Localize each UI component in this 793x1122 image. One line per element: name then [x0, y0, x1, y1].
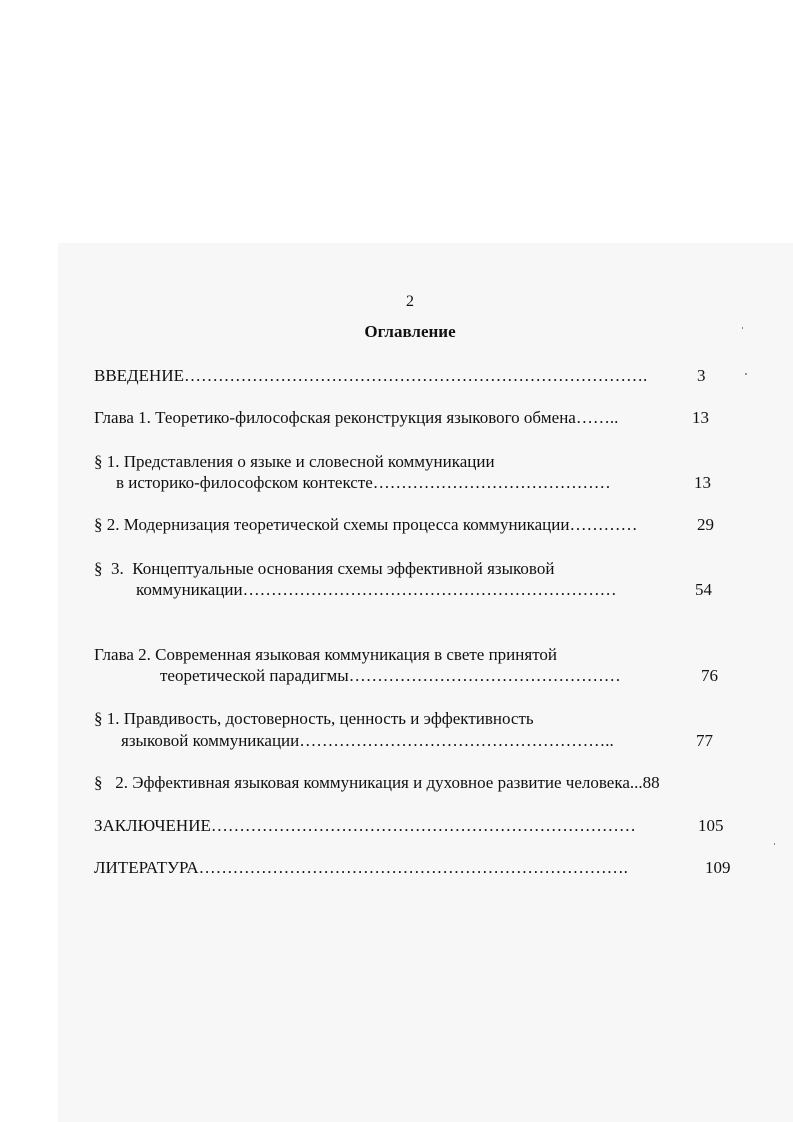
page-title: Оглавление — [364, 322, 456, 341]
toc-chapter-2-line1: Глава 2. Современная языковая коммуникация в свете принятой — [94, 645, 558, 664]
toc-section-1-3-page: 54 — [695, 580, 712, 599]
toc-section-2-2: § 2. Эффективная языковая коммуникация и духовное развитие человека...88 — [94, 773, 660, 792]
toc-section-1-1-page: 13 — [694, 473, 711, 492]
toc-section-1-3-line1: § 3. Концептуальные основания схемы эффективной языковой — [94, 559, 555, 578]
toc-section-2-1-line1: § 1. Правдивость, достоверность, ценность и эффективность — [94, 709, 534, 728]
toc-section-1-1-line1: § 1. Представления о языке и словесной коммуникации — [94, 452, 495, 471]
toc-section-1-2: § 2. Модернизация теоретической схемы процесса коммуникации………… — [94, 515, 638, 534]
toc-chapter-2-page: 76 — [701, 666, 718, 685]
toc-section-1-3-line2: коммуникации………………………………………………………… — [136, 580, 617, 599]
toc-intro-page: 3 — [697, 366, 706, 385]
toc-literature-page: 109 — [705, 858, 731, 877]
toc-section-2-1-page: 77 — [696, 731, 713, 750]
toc-chapter-1-page: 13 — [692, 408, 709, 427]
page-number: 2 — [406, 293, 414, 310]
toc-conclusion: ЗАКЛЮЧЕНИЕ………………………………………………………………… — [94, 816, 636, 835]
scan-speck — [745, 373, 747, 375]
toc-intro: ВВЕДЕНИЕ………………………………………………………………………. — [94, 366, 648, 385]
scan-speck — [774, 843, 775, 845]
toc-section-1-1-line2: в историко-философском контексте…………………………………… — [116, 473, 611, 492]
toc-section-2-1-line2: языковой коммуникации……………………………………………….. — [121, 731, 614, 750]
scan-speck — [742, 327, 743, 329]
toc-literature: ЛИТЕРАТУРА…………………………………………………………………. — [94, 858, 628, 877]
toc-conclusion-page: 105 — [698, 816, 724, 835]
toc-section-1-2-page: 29 — [697, 515, 714, 534]
toc-chapter-1: Глава 1. Теоретико-философская реконструкция языкового обмена…….. — [94, 408, 619, 427]
toc-chapter-2-line2: теоретической парадигмы………………………………………… — [160, 666, 621, 685]
